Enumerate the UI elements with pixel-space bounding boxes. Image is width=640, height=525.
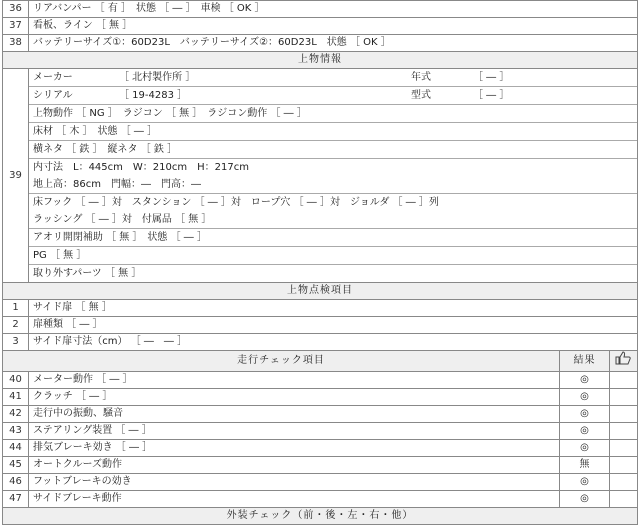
serial-value: ［ 19-4283 ］ [119,90,188,101]
hook-line-2: ラッシング ［ ― ］対 付属品 ［ 無 ］ [33,214,212,225]
table-row [3,317,638,334]
parts-row: 取り外すパーツ ［ 無 ］ [33,268,142,279]
table-row [3,18,638,35]
row-text: 排気ブレーキ効き ［ ― ］ [29,440,560,457]
row-number: 41 [3,389,29,406]
list-item [29,247,637,265]
row-number: 38 [3,35,29,52]
operation-row: 上物動作 ［ NG ］ ラジコン ［ 無 ］ ラジコン動作 ［ ― ］ [29,105,637,123]
table-row [3,1,638,18]
list-item [29,194,637,229]
result-header: 結果 [559,351,609,372]
serial-label: シリアル [33,90,73,101]
section-header [3,351,638,372]
row-text: バッテリーサイズ①：60D23L バッテリーサイズ②：60D23L 状態 ［ OK ］ [29,35,638,52]
section-header [3,283,638,300]
table-row [3,372,638,389]
row-text: 看板、ライン ［ 無 ］ [29,18,638,35]
result-value: ◎ [559,372,609,389]
row-number: 43 [3,423,29,440]
table-row [3,457,638,474]
row-number: 44 [3,440,29,457]
pg-row: PG ［ 無 ］ [29,247,637,265]
row-number: 45 [3,457,29,474]
row-number: 3 [3,334,29,351]
table-row [3,334,638,351]
row-number: 46 [3,474,29,491]
upper-info-table [29,69,637,282]
row-text: サイド扉 ［ 無 ］ [29,300,638,317]
row-number: 42 [3,406,29,423]
serial-row [29,87,637,105]
row-number: 36 [3,1,29,18]
drive-check-title: 走行チェック項目 [3,351,560,372]
section-header [3,508,638,525]
upper-info-title: 上物情報 [3,52,638,69]
table-row [3,423,638,440]
inspection-table [2,0,638,525]
aori-row: アオリ開閉補助 ［ 無 ］ 状態 ［ ― ］ [29,229,637,247]
hook-row [29,194,637,229]
result-value: ◎ [559,440,609,457]
row-text: サイドブレーキ動作 [29,491,560,508]
list-item [29,105,637,123]
result-value: 無 [559,457,609,474]
year-label: 年式 [411,72,431,83]
table-row [3,389,638,406]
result-value: ◎ [559,406,609,423]
row-number: 40 [3,372,29,389]
maker-row [29,69,637,87]
table-row [3,491,638,508]
ground-height: 地上高：86cm 門幅：― 門高：― [33,179,201,190]
row-number: 2 [3,317,29,334]
inspection-items-title: 上物点検項目 [3,283,638,300]
dimension-row [29,159,637,194]
model-value: ［ ― ］ [473,90,510,101]
result-value: ◎ [559,423,609,440]
table-row [3,474,638,491]
inner-dimension: 内寸法 L：445cm W：210cm H：217cm [33,162,249,173]
section-header [3,52,638,69]
row-number: 47 [3,491,29,508]
row-text: オートクルーズ動作 [29,457,560,474]
maker-value: ［ 北村製作所 ］ [119,72,196,83]
exterior-check-title: 外装チェック（前・後・左・右・他） [3,508,638,525]
list-item [29,141,637,159]
row-text: 走行中の振動、騒音 [29,406,560,423]
row-text: クラッチ ［ ― ］ [29,389,560,406]
row-text: メーター動作 ［ ― ］ [29,372,560,389]
thumbs-up-icon [609,351,637,372]
floor-row: 床材 ［ 木 ］ 状態 ［ ― ］ [29,123,637,141]
table-row [3,440,638,457]
table-row [3,300,638,317]
upper-info-block [3,69,638,283]
row-number: 1 [3,300,29,317]
model-label: 型式 [411,90,431,101]
list-item [29,229,637,247]
table-row [3,406,638,423]
year-value: ［ ― ］ [473,72,510,83]
row-text: ステアリング装置 ［ ― ］ [29,423,560,440]
row-text: 扉種類 ［ ― ］ [29,317,638,334]
maker-label: メーカー [33,72,73,83]
neta-row: 横ネタ ［ 鉄 ］ 縦ネタ ［ 鉄 ］ [29,141,637,159]
result-value: ◎ [559,474,609,491]
list-item [29,265,637,283]
list-item [29,159,637,194]
row-text: リアバンパー ［ 有 ］ 状態 ［ ― ］ 車検 ［ OK ］ [29,1,638,18]
list-item [29,123,637,141]
row-number: 37 [3,18,29,35]
row-number: 39 [3,69,29,283]
result-value: ◎ [559,491,609,508]
row-text: フットブレーキの効き [29,474,560,491]
table-row [3,35,638,52]
row-text: サイド扉寸法（cm） ［ ― ― ］ [29,334,638,351]
result-value: ◎ [559,389,609,406]
hook-line-1: 床フック ［ ― ］対 スタンション ［ ― ］対 ロープ穴 ［ ― ］対 ジョルダ ［ ― ］列 [33,197,439,208]
